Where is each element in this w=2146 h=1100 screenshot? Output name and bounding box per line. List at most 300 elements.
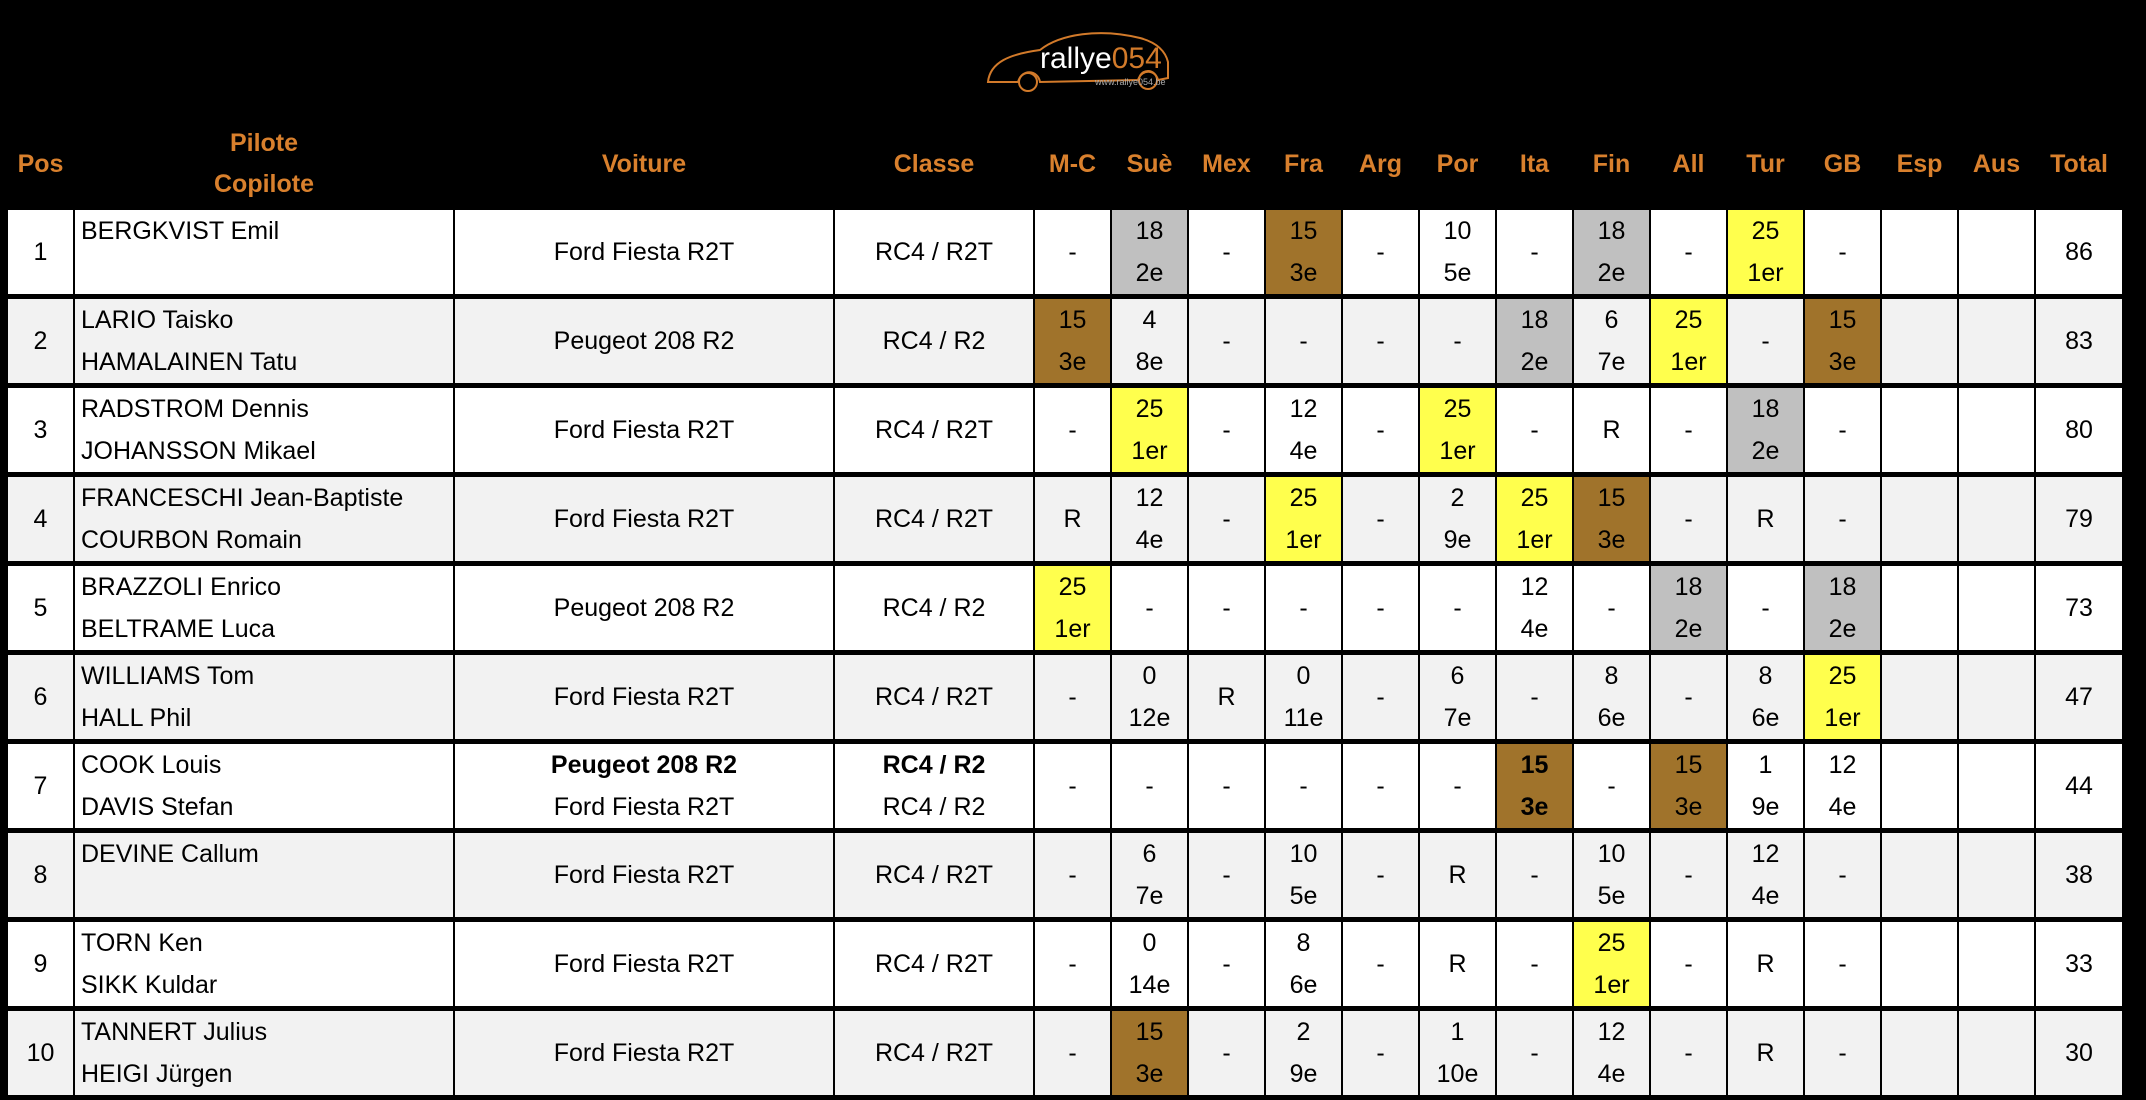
result-cell — [1188, 209, 1265, 297]
crew-cell — [74, 653, 454, 742]
result-cell — [1804, 831, 1881, 920]
result-cell — [1034, 653, 1111, 742]
result-points: R — [1448, 861, 1467, 889]
result-cell — [1342, 653, 1419, 742]
result-points: - — [1684, 416, 1693, 444]
result-points: 6 — [1604, 306, 1619, 334]
result-cell — [1419, 653, 1496, 742]
result-cell — [1419, 475, 1496, 564]
table-row — [7, 297, 2123, 386]
header-aus: Aus — [1972, 149, 2021, 178]
classe-cell — [834, 564, 1034, 653]
result-rank: 11e — [1283, 704, 1324, 732]
result-points: 12 — [1828, 751, 1857, 779]
result-cell — [1111, 564, 1188, 653]
position: 9 — [33, 949, 48, 978]
result-cell — [1958, 386, 2035, 475]
result-rank: 9e — [1443, 526, 1472, 554]
total-cell — [2035, 564, 2123, 653]
total-cell — [2035, 653, 2123, 742]
result-rank: 7e — [1443, 704, 1472, 732]
result-rank: 1er — [1285, 526, 1322, 554]
voiture-cell — [454, 831, 834, 920]
result-cell — [1958, 297, 2035, 386]
pilote-name: COOK Louis — [81, 751, 222, 779]
result-rank: 4e — [1828, 793, 1857, 821]
result-cell — [1804, 742, 1881, 831]
result-points: 8 — [1758, 662, 1773, 690]
result-points: 8 — [1296, 929, 1311, 957]
pilote-name: WILLIAMS Tom — [81, 662, 255, 690]
result-cell — [1419, 297, 1496, 386]
result-cell — [1650, 920, 1727, 1009]
result-points: - — [1145, 772, 1154, 800]
logo-url: www.rallye054.be — [1095, 77, 1166, 87]
result-rank: 1er — [1747, 259, 1784, 287]
result-points: 10 — [1443, 217, 1472, 245]
result-points: - — [1530, 238, 1539, 266]
classe-name-2: RC4 / R2 — [882, 793, 986, 821]
result-cell — [1342, 1009, 1419, 1098]
pilote-name: DEVINE Callum — [81, 840, 259, 868]
result-points: 10 — [1289, 840, 1318, 868]
result-points: - — [1299, 327, 1308, 355]
voiture-name: Peugeot 208 R2 — [553, 327, 735, 355]
result-rank: 1er — [1593, 971, 1630, 999]
result-points: - — [1761, 327, 1770, 355]
classe-name: RC4 / R2T — [874, 505, 994, 533]
result-rank: 3e — [1597, 526, 1626, 554]
result-points: - — [1299, 594, 1308, 622]
result-cell — [1958, 475, 2035, 564]
header-tur: Tur — [1746, 149, 1785, 178]
crew-cell — [74, 386, 454, 475]
table-row — [7, 742, 2123, 831]
result-points: - — [1222, 950, 1231, 978]
result-cell — [1650, 831, 1727, 920]
result-cell — [1265, 564, 1342, 653]
result-cell — [1650, 1009, 1727, 1098]
pilote-name: RADSTROM Dennis — [81, 395, 309, 423]
voiture-name: Peugeot 208 R2 — [550, 751, 738, 779]
logo-wordmark — [1040, 42, 1162, 76]
result-cell — [1881, 386, 1958, 475]
voiture-name: Ford Fiesta R2T — [553, 950, 735, 978]
result-cell — [1804, 386, 1881, 475]
result-cell — [1650, 297, 1727, 386]
result-cell — [1727, 1009, 1804, 1098]
result-cell — [1265, 209, 1342, 297]
result-points: 6 — [1142, 840, 1157, 868]
result-cell — [1419, 831, 1496, 920]
logo-number: 054 — [1111, 42, 1162, 75]
pilote-name: FRANCESCHI Jean-Baptiste — [81, 484, 404, 512]
result-points: - — [1607, 594, 1616, 622]
result-cell — [1265, 386, 1342, 475]
result-points: - — [1145, 594, 1154, 622]
result-cell — [1496, 386, 1573, 475]
result-cell — [1650, 653, 1727, 742]
result-points: - — [1684, 1039, 1693, 1067]
result-cell — [1342, 742, 1419, 831]
result-points: 25 — [1135, 395, 1164, 423]
header-classe: Classe — [893, 149, 975, 178]
result-cell — [1881, 475, 1958, 564]
result-cell — [1111, 831, 1188, 920]
position: 3 — [33, 415, 48, 444]
pilote-name: TORN Ken — [81, 929, 203, 957]
result-points: 25 — [1674, 306, 1703, 334]
result-points: - — [1530, 1039, 1539, 1067]
result-cell — [1573, 1009, 1650, 1098]
result-cell — [1111, 475, 1188, 564]
result-cell — [1804, 653, 1881, 742]
result-points: - — [1838, 416, 1847, 444]
result-points: - — [1299, 772, 1308, 800]
header-total: Total — [2050, 149, 2108, 178]
result-rank: 12e — [1128, 704, 1171, 732]
result-rank: 8e — [1135, 348, 1164, 376]
voiture-cell — [454, 742, 834, 831]
copilote-name: COURBON Romain — [81, 526, 302, 554]
result-cell — [1650, 564, 1727, 653]
header-pos: Pos — [17, 149, 64, 178]
result-cell — [1573, 653, 1650, 742]
result-points: - — [1376, 327, 1385, 355]
result-points: - — [1453, 772, 1462, 800]
result-rank: 3e — [1520, 793, 1549, 821]
result-cell — [1881, 297, 1958, 386]
result-points: 25 — [1443, 395, 1472, 423]
logo-text: rallye — [1040, 42, 1112, 75]
voiture-cell — [454, 475, 834, 564]
result-points: - — [1684, 505, 1693, 533]
header-ita: Ita — [1519, 149, 1550, 178]
result-cell — [1419, 209, 1496, 297]
copilote-name: HAMALAINEN Tatu — [81, 348, 298, 376]
total-points: 47 — [2065, 682, 2093, 711]
result-cell — [1111, 297, 1188, 386]
voiture-cell — [454, 1009, 834, 1098]
voiture-name: Ford Fiesta R2T — [553, 683, 735, 711]
result-points: - — [1376, 238, 1385, 266]
classe-name: RC4 / R2 — [882, 594, 986, 622]
result-cell — [1265, 475, 1342, 564]
result-cell — [1573, 920, 1650, 1009]
pos-cell — [7, 1009, 74, 1098]
result-points: 25 — [1289, 484, 1318, 512]
pos-cell — [7, 297, 74, 386]
result-cell — [1188, 920, 1265, 1009]
result-points: - — [1068, 861, 1077, 889]
table-row — [7, 475, 2123, 564]
result-points: 15 — [1135, 1018, 1164, 1046]
result-points: - — [1068, 683, 1077, 711]
total-points: 30 — [2065, 1038, 2093, 1067]
result-cell — [1188, 475, 1265, 564]
table-row — [7, 564, 2123, 653]
result-cell — [1727, 209, 1804, 297]
classe-cell — [834, 386, 1034, 475]
classe-name: RC4 / R2 — [882, 751, 986, 779]
result-cell — [1804, 475, 1881, 564]
result-points: - — [1838, 238, 1847, 266]
result-rank: 3e — [1289, 259, 1318, 287]
result-cell — [1881, 653, 1958, 742]
result-cell — [1188, 386, 1265, 475]
classe-name: RC4 / R2T — [874, 861, 994, 889]
result-cell — [1342, 209, 1419, 297]
result-points: R — [1756, 1039, 1775, 1067]
result-cell — [1265, 1009, 1342, 1098]
position: 6 — [33, 682, 48, 711]
result-cell — [1496, 475, 1573, 564]
table-row — [7, 386, 2123, 475]
result-cell — [1881, 209, 1958, 297]
result-points: 4 — [1142, 306, 1157, 334]
result-points: - — [1222, 327, 1231, 355]
result-points: - — [1376, 594, 1385, 622]
result-points: 15 — [1058, 306, 1087, 334]
voiture-name: Ford Fiesta R2T — [553, 861, 735, 889]
header-fin: Fin — [1592, 149, 1631, 178]
result-points: R — [1063, 505, 1082, 533]
table-row — [7, 209, 2123, 297]
pos-cell — [7, 209, 74, 297]
result-cell — [1958, 742, 2035, 831]
result-cell — [1034, 920, 1111, 1009]
result-cell — [1265, 831, 1342, 920]
position: 8 — [33, 860, 48, 889]
header-gb: GB — [1823, 149, 1862, 178]
total-cell — [2035, 386, 2123, 475]
result-cell — [1265, 653, 1342, 742]
result-points: - — [1607, 772, 1616, 800]
result-points: - — [1530, 950, 1539, 978]
result-cell — [1496, 742, 1573, 831]
result-points: - — [1838, 861, 1847, 889]
table-row — [7, 831, 2123, 920]
result-rank: 3e — [1058, 348, 1087, 376]
result-cell — [1111, 653, 1188, 742]
classe-name: RC4 / R2 — [882, 327, 986, 355]
result-cell — [1188, 297, 1265, 386]
result-cell — [1188, 1009, 1265, 1098]
classe-name: RC4 / R2T — [874, 1039, 994, 1067]
result-rank: 5e — [1597, 882, 1626, 910]
result-cell — [1573, 831, 1650, 920]
header-esp: Esp — [1896, 149, 1943, 178]
result-points: 18 — [1520, 306, 1549, 334]
copilote-name: BELTRAME Luca — [81, 615, 276, 643]
result-rank: 6e — [1751, 704, 1780, 732]
pos-cell — [7, 386, 74, 475]
result-points: - — [1530, 861, 1539, 889]
result-points: 1 — [1450, 1018, 1465, 1046]
result-points: 15 — [1520, 751, 1549, 779]
voiture-name: Ford Fiesta R2T — [553, 1039, 735, 1067]
result-rank: 2e — [1597, 259, 1626, 287]
pos-cell — [7, 653, 74, 742]
total-points: 73 — [2065, 593, 2093, 622]
result-points: - — [1068, 950, 1077, 978]
result-cell — [1650, 475, 1727, 564]
header-mc: M-C — [1048, 149, 1097, 178]
voiture-name: Peugeot 208 R2 — [553, 594, 735, 622]
result-points: 12 — [1597, 1018, 1626, 1046]
result-points: - — [1761, 594, 1770, 622]
result-cell — [1804, 297, 1881, 386]
total-points: 33 — [2065, 949, 2093, 978]
total-points: 83 — [2065, 326, 2093, 355]
result-cell — [1496, 1009, 1573, 1098]
classe-cell — [834, 920, 1034, 1009]
copilote-name: HALL Phil — [81, 704, 192, 732]
result-cell — [1342, 920, 1419, 1009]
result-cell — [1958, 653, 2035, 742]
position: 4 — [33, 504, 48, 533]
result-points: - — [1068, 1039, 1077, 1067]
table-row — [7, 920, 2123, 1009]
result-rank: 10e — [1436, 1060, 1479, 1088]
header-fra: Fra — [1284, 149, 1323, 178]
result-cell — [1881, 831, 1958, 920]
crew-cell — [74, 742, 454, 831]
result-points: - — [1530, 683, 1539, 711]
copilote-name: HEIGI Jürgen — [81, 1060, 233, 1088]
classe-cell — [834, 475, 1034, 564]
result-rank: 5e — [1289, 882, 1318, 910]
result-cell — [1496, 920, 1573, 1009]
table-row — [7, 1009, 2123, 1098]
result-rank: 6e — [1597, 704, 1626, 732]
rallye054-logo — [980, 22, 1180, 94]
result-rank: 7e — [1135, 882, 1164, 910]
voiture-cell — [454, 297, 834, 386]
result-rank: 1er — [1439, 437, 1476, 465]
result-cell — [1342, 564, 1419, 653]
classe-name: RC4 / R2T — [874, 238, 994, 266]
pos-cell — [7, 564, 74, 653]
result-rank: 14e — [1128, 971, 1171, 999]
pilote-name: TANNERT Julius — [81, 1018, 268, 1046]
result-cell — [1419, 920, 1496, 1009]
result-cell — [1034, 386, 1111, 475]
pos-cell — [7, 831, 74, 920]
result-cell — [1188, 831, 1265, 920]
result-cell — [1111, 920, 1188, 1009]
result-points: - — [1530, 416, 1539, 444]
result-rank: 1er — [1516, 526, 1553, 554]
copilote-name: SIKK Kuldar — [81, 971, 218, 999]
result-points: 0 — [1142, 929, 1157, 957]
result-cell — [1034, 1009, 1111, 1098]
result-rank: 4e — [1597, 1060, 1626, 1088]
result-cell — [1496, 297, 1573, 386]
result-cell — [1804, 920, 1881, 1009]
result-cell — [1804, 1009, 1881, 1098]
result-cell — [1419, 386, 1496, 475]
result-points: - — [1222, 238, 1231, 266]
result-cell — [1342, 831, 1419, 920]
result-points: 15 — [1674, 751, 1703, 779]
result-cell — [1419, 742, 1496, 831]
voiture-cell — [454, 653, 834, 742]
result-cell — [1265, 742, 1342, 831]
total-points: 44 — [2065, 771, 2093, 800]
result-cell — [1804, 209, 1881, 297]
header-arg: Arg — [1358, 149, 1403, 178]
header-crew — [74, 120, 454, 209]
result-points: 18 — [1828, 573, 1857, 601]
result-cell — [1342, 475, 1419, 564]
result-rank: 1er — [1054, 615, 1091, 643]
result-points: - — [1222, 772, 1231, 800]
result-cell — [1573, 742, 1650, 831]
result-points: 12 — [1289, 395, 1318, 423]
result-cell — [1727, 920, 1804, 1009]
result-points: 0 — [1296, 662, 1311, 690]
result-cell — [1573, 297, 1650, 386]
standings-body — [7, 209, 2123, 1098]
result-cell — [1111, 386, 1188, 475]
result-cell — [1727, 386, 1804, 475]
result-points: - — [1838, 505, 1847, 533]
result-points: - — [1376, 505, 1385, 533]
result-cell — [1111, 1009, 1188, 1098]
voiture-cell — [454, 920, 834, 1009]
result-cell — [1034, 475, 1111, 564]
result-rank: 4e — [1289, 437, 1318, 465]
header-copilote: Copilote — [214, 170, 314, 198]
result-cell — [1188, 564, 1265, 653]
result-cell — [1111, 209, 1188, 297]
standings-table — [6, 120, 2124, 1100]
result-rank: 4e — [1520, 615, 1549, 643]
total-cell — [2035, 475, 2123, 564]
result-points: 15 — [1828, 306, 1857, 334]
result-points: 2 — [1296, 1018, 1311, 1046]
result-cell — [1496, 564, 1573, 653]
result-cell — [1727, 475, 1804, 564]
pilote-name: BRAZZOLI Enrico — [81, 573, 282, 601]
result-cell — [1727, 297, 1804, 386]
result-points: - — [1838, 950, 1847, 978]
result-cell — [1573, 386, 1650, 475]
result-points: - — [1068, 772, 1077, 800]
result-points: 12 — [1751, 840, 1780, 868]
classe-cell — [834, 653, 1034, 742]
result-cell — [1265, 297, 1342, 386]
result-cell — [1265, 920, 1342, 1009]
result-cell — [1881, 564, 1958, 653]
result-cell — [1342, 386, 1419, 475]
pos-cell — [7, 742, 74, 831]
result-cell — [1958, 564, 2035, 653]
result-cell — [1650, 209, 1727, 297]
result-points: 18 — [1674, 573, 1703, 601]
header-all: All — [1672, 149, 1705, 178]
result-points: R — [1756, 505, 1775, 533]
result-points: - — [1684, 861, 1693, 889]
crew-cell — [74, 297, 454, 386]
voiture-name-2: Ford Fiesta R2T — [553, 793, 735, 821]
result-points: 18 — [1597, 217, 1626, 245]
result-points: 25 — [1058, 573, 1087, 601]
result-cell — [1496, 831, 1573, 920]
result-cell — [1188, 742, 1265, 831]
classe-name: RC4 / R2T — [874, 950, 994, 978]
